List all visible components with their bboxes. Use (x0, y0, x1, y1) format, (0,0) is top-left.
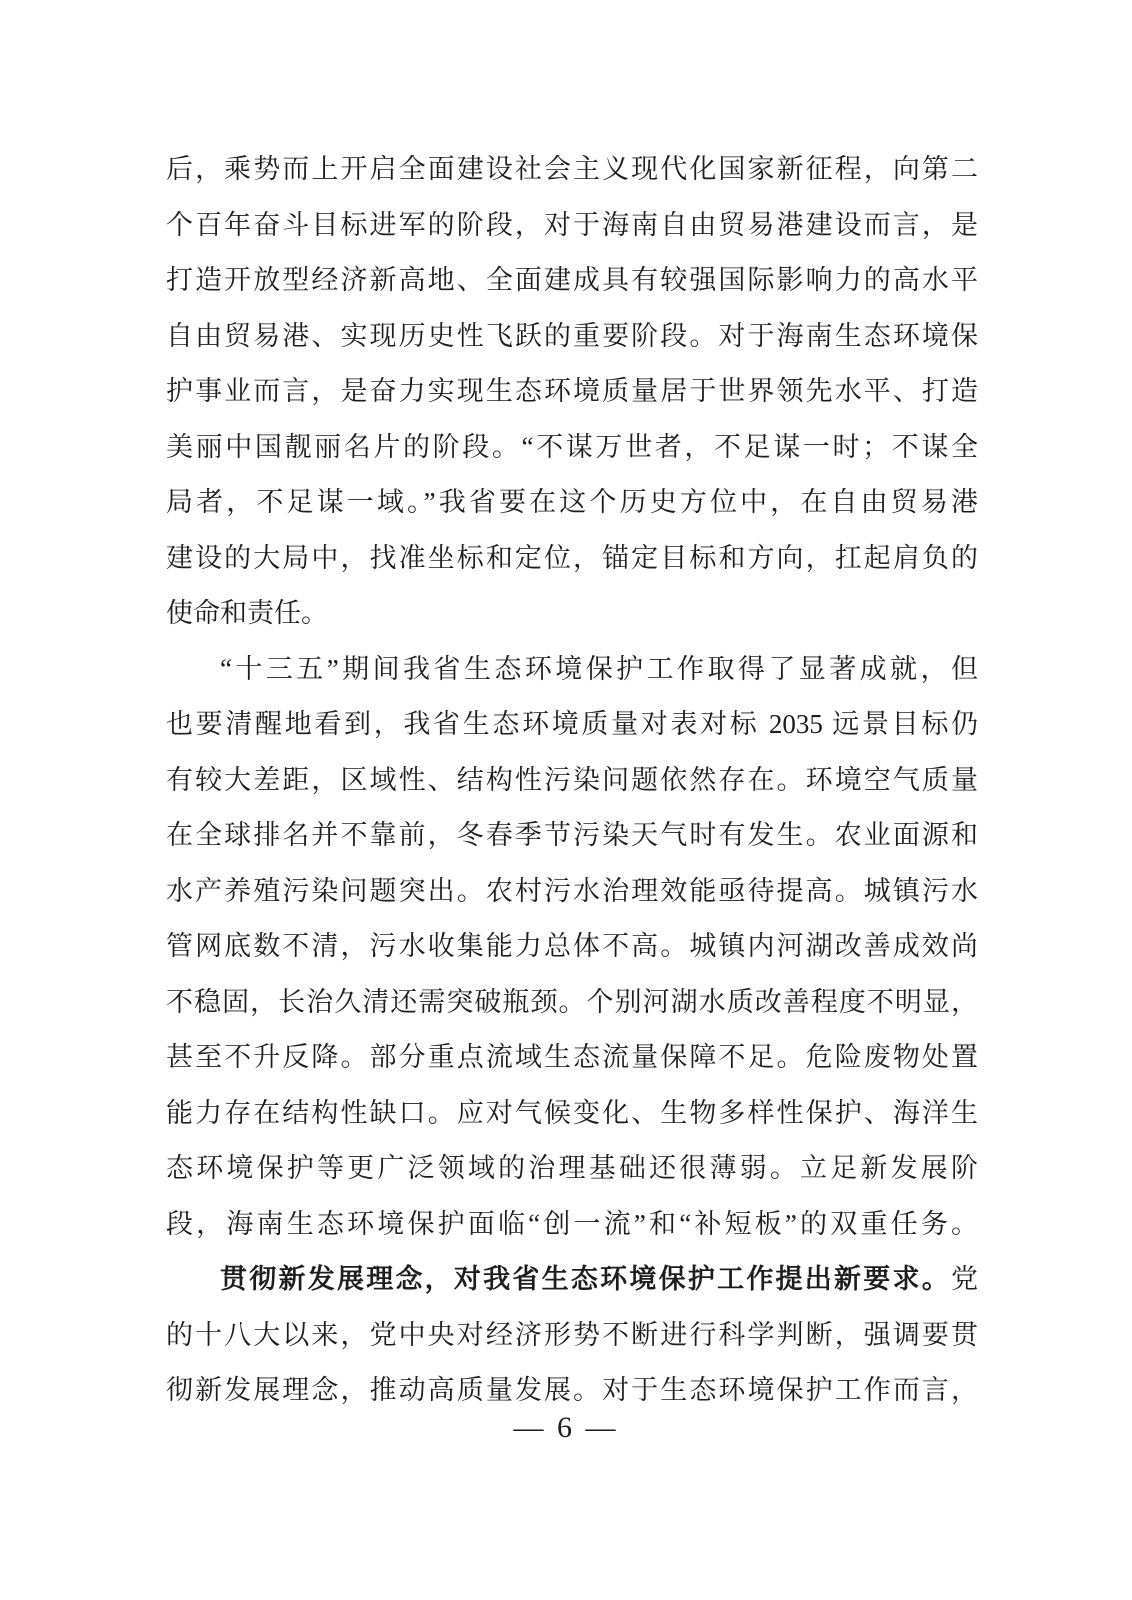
text-line: 护事业而言，是奋力实现生态环境质量居于世界领先水平、打造 (166, 376, 978, 406)
text-line: 美丽中国靓丽名片的阶段。“不谋万世者，不足谋一时；不谋全 (166, 431, 978, 462)
text-line: 段，海南生态环境保护面临“创一流”和“补短板”的双重任务。 (166, 1208, 978, 1239)
text-line: 自由贸易港、实现历史性飞跃的重要阶段。对于海南生态环境保 (166, 320, 978, 351)
text-line: 能力存在结构性缺口。应对气候变化、生物多样性保护、海洋生 (166, 1097, 978, 1128)
text-line: 彻新发展理念，推动高质量发展。对于生态环境保护工作而言， (166, 1375, 978, 1405)
text-line: 不稳固，长治久清还需突破瓶颈。个别河湖水质改善程度不明显， (166, 986, 978, 1017)
text-line: 个百年奋斗目标进军的阶段，对于海南自由贸易港建设而言，是 (166, 209, 978, 240)
text-line: “十三五”期间我省生态环境保护工作取得了显著成就，但 (220, 653, 978, 684)
text-line: 局者，不足谋一域。”我省要在这个历史方位中，在自由贸易港 (166, 487, 978, 517)
text-line: 在全球排名并不靠前，冬春季节污染天气时有发生。农业面源和 (166, 820, 978, 850)
text-line: 使命和责任。 (166, 598, 328, 628)
text-line: 后，乘势而上开启全面建设社会主义现代化国家新征程，向第二 (166, 154, 978, 184)
text-line: 打造开放型经济新高地、全面建成具有较强国际影响力的高水平 (166, 265, 978, 295)
text-line: 建设的大局中，找准坐标和定位，锚定目标和方向，扛起肩负的 (166, 542, 978, 573)
text-line: 的十八大以来，党中央对经济形势不断进行科学判断，强调要贯 (166, 1319, 978, 1350)
bold-lead-text: 贯彻新发展理念，对我省生态环境保护工作提出新要求。 (220, 1264, 951, 1294)
text-line: 态环境保护等更广泛领域的治理基础还很薄弱。立足新发展阶 (166, 1153, 978, 1183)
text-line: 管网底数不清，污水收集能力总体不高。城镇内河湖改善成效尚 (166, 931, 978, 961)
text-line: 有较大差距，区域性、结构性污染问题依然存在。环境空气质量 (166, 764, 978, 795)
text-line: 贯彻新发展理念，对我省生态环境保护工作提出新要求。党 (220, 1264, 978, 1294)
text-line: 甚至不升反降。部分重点流域生态流量保障不足。危险废物处置 (166, 1042, 978, 1072)
text-line: 水产养殖污染问题突出。农村污水治理效能亟待提高。城镇污水 (166, 875, 978, 906)
text-line: 也要清醒地看到，我省生态环境质量对表对标 2035 远景目标仍 (166, 709, 978, 739)
page-number: — 6 — (513, 1411, 619, 1444)
document-body (166, 142, 978, 1419)
